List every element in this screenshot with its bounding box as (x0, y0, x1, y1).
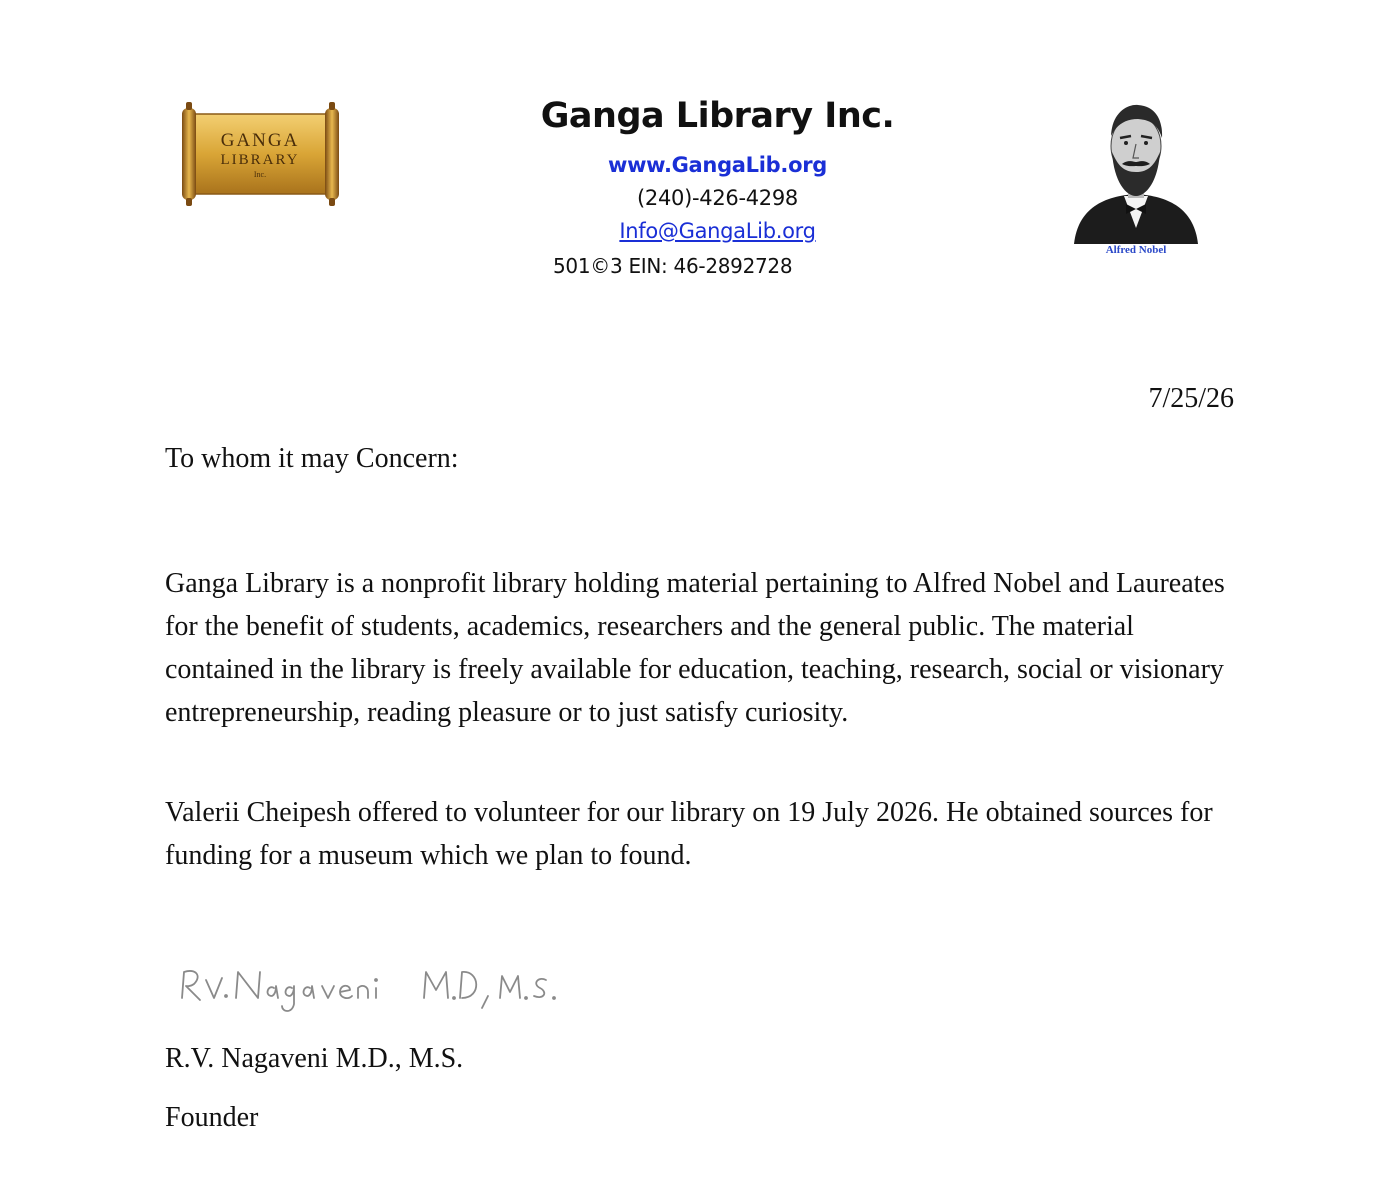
portrait-caption: Alfred Nobel (1105, 244, 1167, 256)
phone-number: (240)-426-4298 (637, 186, 798, 210)
website-link[interactable]: www.GangaLib.org (607, 153, 827, 177)
paragraph-volunteer: Valerii Cheipesh offered to volunteer for our library on 19 July 2026. He obtained sources for funding for a museum which we plan to found. (165, 797, 1213, 871)
letter-date: 7/25/26 (1148, 383, 1234, 414)
signer-title: Founder (165, 1102, 259, 1133)
logo-text-library: LIBRARY (220, 152, 300, 168)
handwritten-signature (176, 958, 586, 1018)
alfred-nobel-portrait (1068, 96, 1204, 246)
organization-name: Ganga Library Inc. (540, 96, 895, 136)
logo-text-inc: Inc. (253, 170, 267, 179)
paragraph-about-library: Ganga Library is a nonprofit library holding material pertaining to Alfred Nobel and Laureates for the benefit of students, academics, researchers and the general public. The material contained in the library is freely available for education, teaching, research, social or visionary entrepreneurship, reading pleasure or to just satisfy curiosity. (165, 568, 1225, 728)
signer-name: R.V. Nagaveni M.D., M.S. (165, 1043, 464, 1074)
logo-text-ganga: GANGA (220, 130, 300, 151)
salutation: To whom it may Concern: (165, 443, 459, 474)
email-link[interactable]: Info@GangaLib.org (619, 219, 816, 243)
ein-number: 501©3 EIN: 46-2892728 (553, 254, 793, 278)
